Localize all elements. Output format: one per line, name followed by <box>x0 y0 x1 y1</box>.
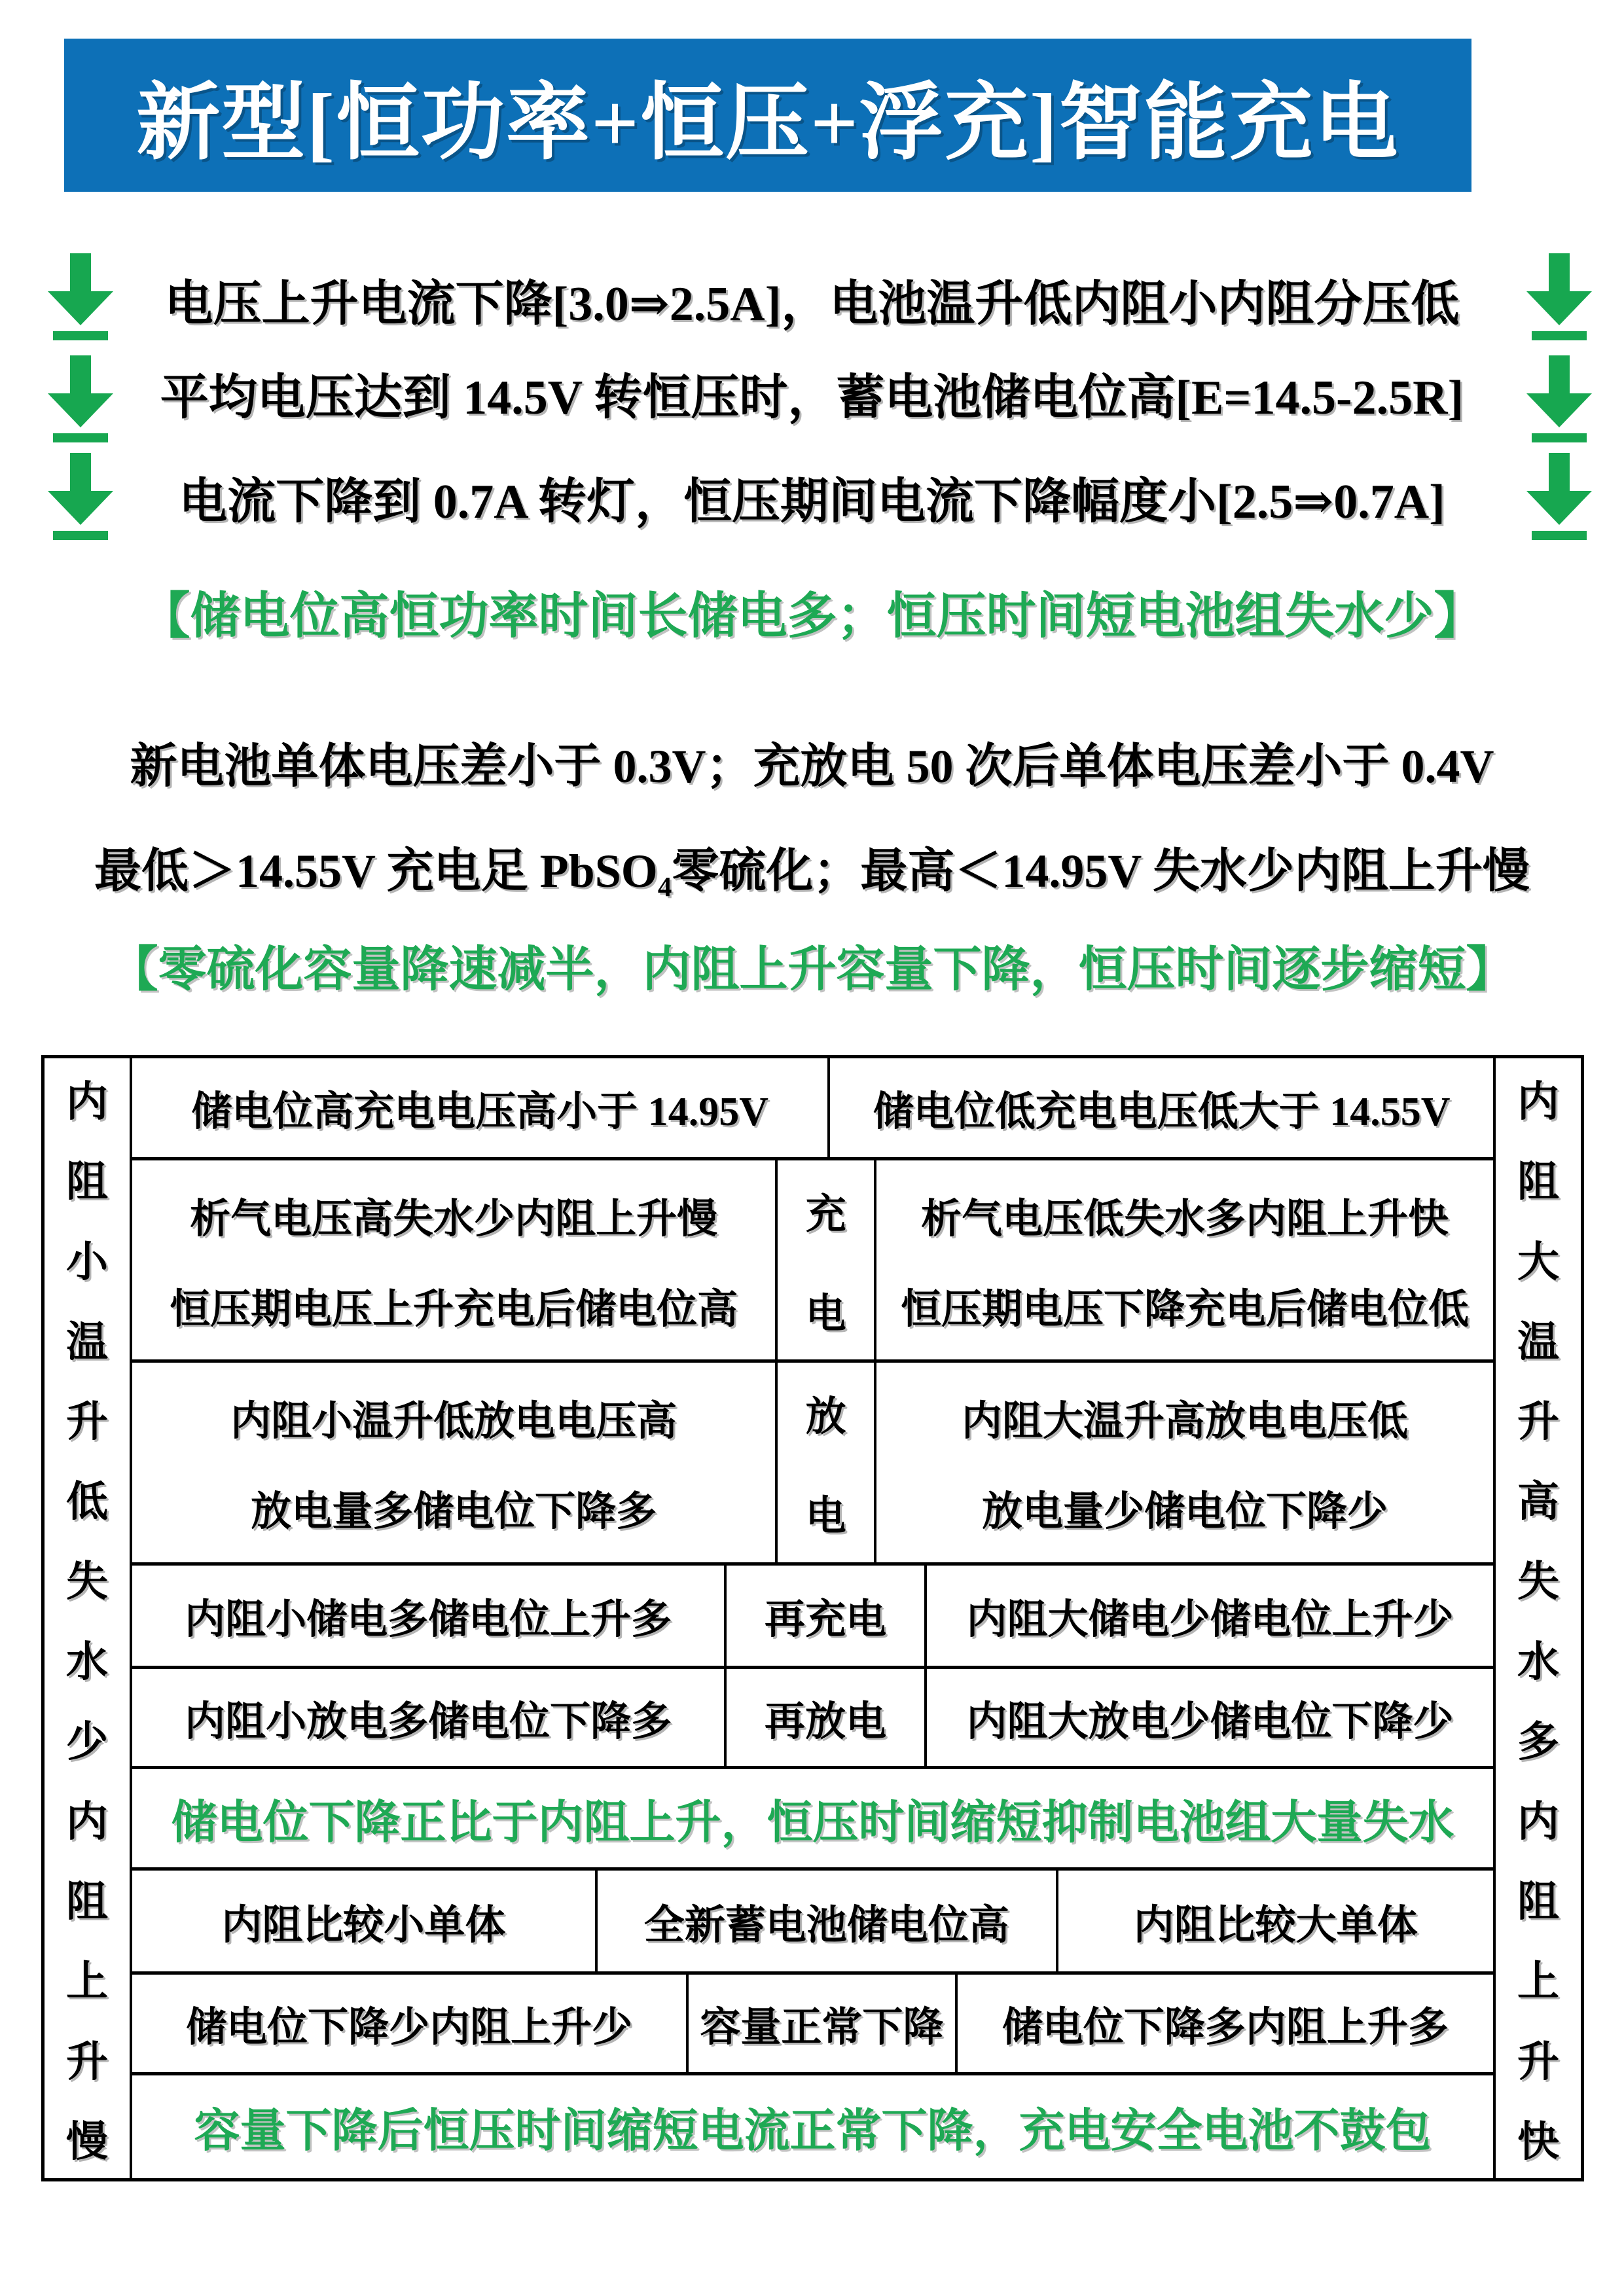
highlight-line-1: 【储电位高恒功率时间长储电多；恒压时间短电池组失水少】 <box>140 589 1484 644</box>
table-left-rail: 内 阻 小 温 升 低 失 水 少 内 阻 上 升 慢 <box>45 1058 132 2178</box>
cell-line: 内阻小温升低放电电压高 <box>230 1399 677 1444</box>
cell-line: 放电量多储电位下降多 <box>251 1490 657 1535</box>
table-cell <box>874 1160 1493 1359</box>
highlight-line-2: 【零硫化容量降速减半，内阻上升容量下降，恒压时间逐步缩短】 <box>109 943 1515 997</box>
statement-line-3: 电流下降到 0.7A 转灯，恒压期间电流下降幅度小[2.5⇒0.7A] <box>179 475 1445 529</box>
statement-line-1: 电压上升电流下降[3.0⇒2.5A]，电池温升低内阻小内阻分压低 <box>164 278 1460 331</box>
cell-line: 恒压期电压上升充电后储电位高 <box>170 1287 738 1332</box>
table-cell: 储电位高充电电压高小于 14.95V <box>191 1090 769 1134</box>
table-cell: 再放电 <box>724 1669 924 1766</box>
table-row <box>132 1363 1493 1566</box>
table-cell <box>132 1363 775 1562</box>
table-row <box>132 2075 1493 2178</box>
page-title: 新型[恒功率+恒压+浮充]智能充电 <box>136 77 1399 170</box>
cell-line: 恒压期电压下降充电后储电位低 <box>900 1287 1469 1332</box>
table-cell: 内阻比较小单体 <box>221 1903 506 1948</box>
table-cell: 容量正常下降 <box>686 1975 955 2072</box>
table-cell: 再充电 <box>724 1566 924 1666</box>
table-row <box>132 1871 1493 1975</box>
cell-line: 析气电压高失水少内阻上升慢 <box>190 1196 718 1242</box>
table-cell: 储电位低充电电压低大于 14.55V <box>827 1058 1493 1157</box>
table-cell: 内阻大放电少储电位下降少 <box>924 1669 1493 1766</box>
table-cell: 充 电 <box>775 1160 874 1359</box>
table-cell: 内阻小储电多储电位上升多 <box>185 1598 672 1642</box>
table-row <box>132 1975 1493 2075</box>
table-row <box>132 1566 1493 1669</box>
table-cell: 储电位下降少内阻上升少 <box>186 2005 633 2050</box>
comparison-table <box>41 1055 1584 2181</box>
table-green-note: 容量下降后恒压时间缩短电流正常下降，充电安全电池不鼓包 <box>194 2106 1432 2157</box>
table-green-note: 储电位下降正比于内阻上升，恒压时间缩短抑制电池组大量失水 <box>171 1797 1454 1848</box>
table-row <box>132 1669 1493 1769</box>
paragraph-line-1: 新电池单体电压差小于 0.3V；充放电 50 次后单体电压差小于 0.4V <box>130 740 1494 793</box>
cell-line: 内阻大温升高放电电压低 <box>961 1399 1408 1444</box>
table-row <box>132 1160 1493 1363</box>
cell-line: 析气电压低失水多内阻上升快 <box>920 1196 1449 1242</box>
table-main <box>132 1058 1493 2178</box>
paragraph-line-2: 最低＞14.55V 充电足 PbSO₄零硫化；最高＜14.95V 失水少内阻上升慢 <box>94 845 1530 897</box>
table-cell: 全新蓄电池储电位高 <box>595 1871 1056 1971</box>
statement-line-2: 平均电压达到 14.5V 转恒压时，蓄电池储电位高[E=14.5-2.5R] <box>160 371 1464 425</box>
table-row <box>132 1058 1493 1160</box>
table-row <box>132 1769 1493 1871</box>
table-cell: 储电位下降多内阻上升多 <box>955 1975 1493 2072</box>
table-right-rail: 内 阻 大 温 升 高 失 水 多 内 阻 上 升 快 <box>1493 1058 1581 2178</box>
table-cell: 放 电 <box>775 1363 874 1562</box>
table-cell <box>132 1160 775 1359</box>
title-banner <box>64 39 1471 192</box>
table-cell: 内阻小放电多储电位下降多 <box>185 1699 672 1744</box>
cell-line: 放电量少储电位下降少 <box>981 1490 1388 1535</box>
table-cell: 内阻大储电少储电位上升少 <box>924 1566 1493 1666</box>
table-cell <box>874 1363 1493 1562</box>
table-cell: 内阻比较大单体 <box>1056 1871 1493 1971</box>
